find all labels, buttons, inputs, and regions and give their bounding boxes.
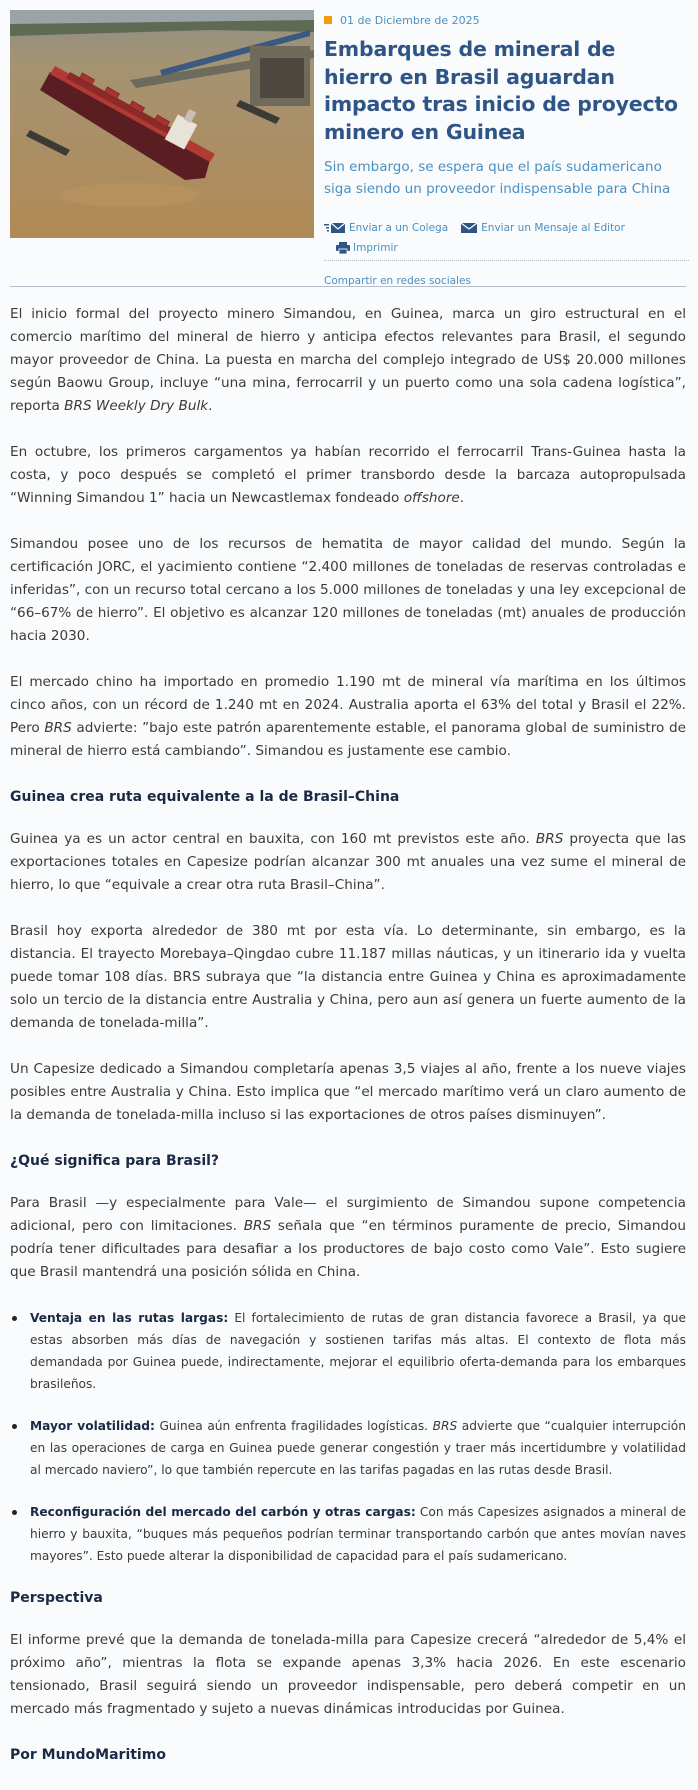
date-row [324, 10, 689, 30]
section-heading: ¿Qué significa para Brasil? [10, 1153, 220, 1169]
article-subtitle: Sin embargo, se espera que el país sudamericano siga siendo un proveedor indispensable para China [324, 159, 671, 197]
paragraph: El informe prevé que la demanda de tonelada-milla para Capesize crecerá “alrededor de 5,4% el próximo año”, mientras la flota se expande apenas 3,3% hacia 2026. En este escenario tensionado, Brasil seguirá siendo un proveedor indispensable, pero deberá competir en un mercado más fragmentado y sujeto a nuevas dinámicas introducidas por Guinea. [10, 1632, 686, 1717]
share-social-link[interactable]: Compartir en redes sociales [324, 260, 689, 287]
paragraph: Para Brasil —y especialmente para Vale— el surgimiento de Simandou supone competencia adicional, pero con limitaciones. BRS señala que “en términos puramente de precio, Simandou podría tener dificultades para desafiar a los productores de bajo costo como Vale”. Esto sugiere que Brasil mantendrá una posición sólida en China. [10, 1195, 686, 1280]
print-label: Imprimir [353, 242, 398, 254]
paragraph: El inicio formal del proyecto minero Simandou, en Guinea, marca un giro estructural en el comercio marítimo del mineral de hierro y anticipa efectos relevantes para Brasil, el segundo mayor proveedor de China. La puesta en marcha del complejo integrado de US$ 20.000 millones según Baowu Group, incluye “una mina, ferrocarril y un puerto como una sola cadena logística”, reporta BRS Weekly Dry Bulk. [10, 306, 686, 414]
paragraph: Guinea ya es un actor central en bauxita, con 160 mt previstos este año. BRS proyecta que las exportaciones totales en Capesize podrían alcanzar 300 mt anuales una vez sume el mineral de hierro, lo que “equivale a crear otra ruta Brasil–China”. [10, 831, 686, 893]
send-to-editor-label: Enviar un Mensaje al Editor [481, 222, 625, 234]
envelope-icon [460, 222, 478, 234]
send-to-editor-link[interactable] [460, 222, 625, 234]
article-meta [324, 10, 689, 287]
article-body [10, 303, 686, 1790]
paragraph: En octubre, los primeros cargamentos ya habían recorrido el ferrocarril Trans-Guinea hasta la costa, y poco después se completó el primer transbordo desde la barcaza autopropulsada “Winning Simandou 1” hacia un Newcastlemax fondeado offshore. [10, 444, 686, 506]
send-to-colleague-label: Enviar a un Colega [349, 222, 449, 234]
publish-date: 01 de Diciembre de 2025 [340, 13, 480, 27]
list-item: Mayor volatilidad: Guinea aún enfrenta fragilidades logísticas. BRS advierte que “cualquier interrupción en las operaciones de carga en Guinea puede generar congestión y traer más incertidumbre y volatilidad al mercado naviero”, lo que también repercute en las tarifas pagadas en las rutas desde Brasil. [30, 1415, 686, 1481]
section-heading: Perspectiva [10, 1590, 103, 1606]
list-item: Ventaja en las rutas largas: El fortalecimiento de rutas de gran distancia favorece a Brasil, ya que estas absorben más días de navegación y sostienen tarifas más altas. El contexto de flota más demandada por Guinea puede, indirectamente, mejorar el equilibrio oferta-demanda para los embarques brasileños. [30, 1307, 686, 1395]
send-to-colleague-link[interactable] [324, 222, 448, 234]
article-actions [324, 218, 689, 287]
article-title: Embarques de mineral de hierro en Brasil aguardan impacto tras inicio de proyecto minero en Guinea [324, 37, 678, 144]
hero-photo-bulk-carrier [10, 10, 314, 238]
byline: Por MundoMaritimo [10, 1747, 166, 1763]
paragraph: El mercado chino ha importado en promedio 1.190 mt de mineral vía marítima en los últimos cinco años, con un récord de 1.240 mt en 2024. Australia aporta el 63% del total y Brasil el 22%. Pero BRS advierte: ”bajo este patrón aparentemente estable, el panorama global de suministro de mineral de hierro está cambiando”. Simandou es justamente ese cambio. [10, 674, 686, 759]
list-item: Reconfiguración del mercado del carbón y otras cargas: Con más Capesizes asignados a mineral de hierro y bauxita, “buques más pequeños podrían terminar transportando carbón que antes movían naves mayores”. Esto puede alterar la disponibilidad de capacidad para el país sudamericano. [30, 1501, 686, 1567]
date-bullet-icon [324, 16, 332, 24]
bullet-list [10, 1307, 686, 1567]
header-divider [10, 286, 686, 287]
paragraph: Un Capesize dedicado a Simandou completaría apenas 3,5 viajes al año, frente a los nueve viajes posibles entre Australia y China. Esto implica que “el mercado marítimo verá un claro aumento de la demanda de tonelada-milla incluso si las exportaciones de otros países disminuyen”. [10, 1061, 686, 1123]
section-heading: Guinea crea ruta equivalente a la de Brasil–China [10, 789, 400, 805]
printer-icon [336, 242, 350, 254]
send-colleague-icon [324, 222, 346, 234]
paragraph: Brasil hoy exporta alrededor de 380 mt por esta vía. Lo determinante, sin embargo, es la distancia. El trayecto Morebaya–Qingdao cubre 11.187 millas náuticas, y un itinerario ida y vuelta puede tomar 108 días. BRS subraya que “la distancia entre Guinea y China es aproximadamente solo un tercio de la distancia entre Australia y China, pero aun así genera un fuerte aumento de la demanda de tonelada-milla”. [10, 923, 686, 1031]
paragraph: Simandou posee uno de los recursos de hematita de mayor calidad del mundo. Según la certificación JORC, el yacimiento contiene “2.400 millones de toneladas de reservas controladas e inferidas”, con un recurso total cercano a los 5.000 millones de toneladas y una ley excepcional de “66–67% de hierro”. El objetivo es alcanzar 120 millones de toneladas (mt) anuales de producción hacia 2030. [10, 536, 686, 644]
print-link[interactable] [336, 242, 398, 254]
